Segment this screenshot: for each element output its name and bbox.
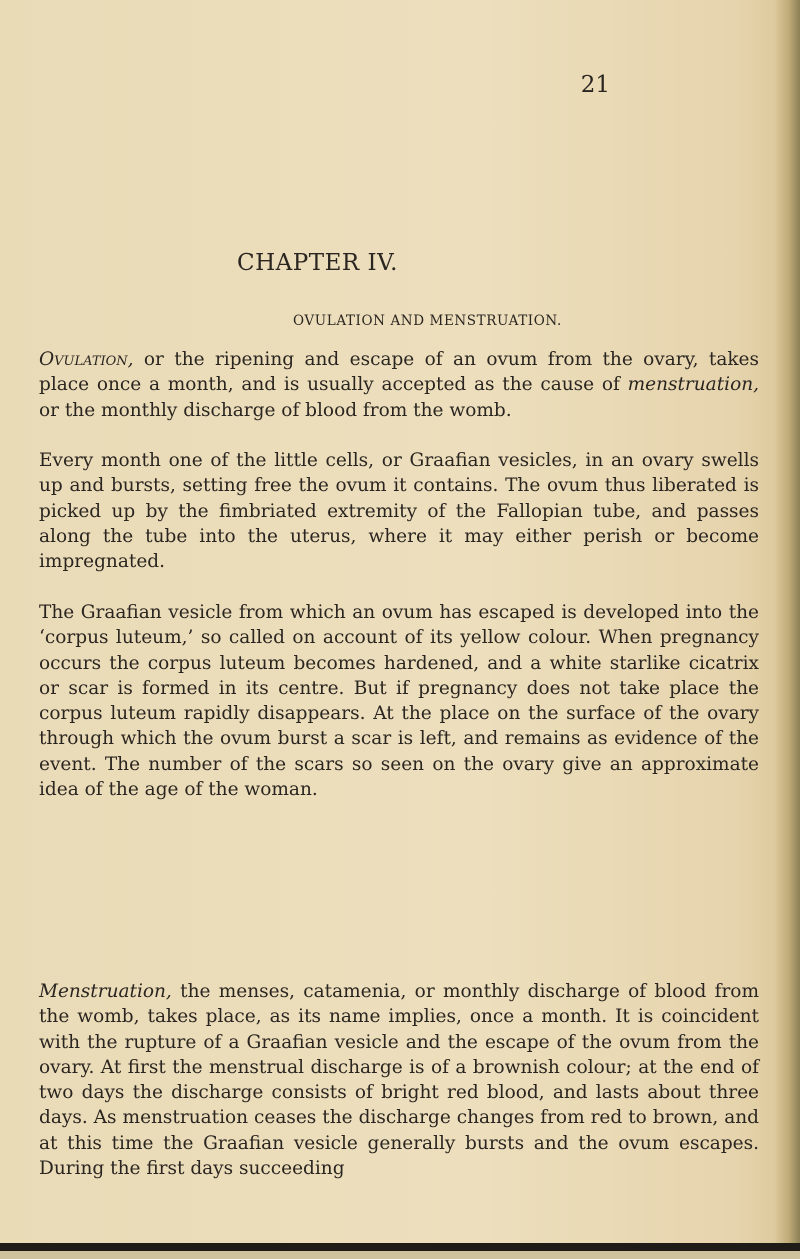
- paragraph-ovulation: [39, 347, 759, 423]
- page-bottom-margin: [0, 1251, 800, 1259]
- page-bottom-edge: [0, 1243, 800, 1251]
- page-number: 21: [580, 72, 610, 98]
- chapter-title: CHAPTER IV.: [237, 250, 398, 276]
- paragraph-text: or the monthly discharge of blood from the womb.: [39, 399, 512, 421]
- paragraph-graafian-vesicles: Every month one of the little cells, or Graafian vesicles, in an ovary swells up and bursts, setting free the ovum it contains. The ovum thus liberated is picked up by the fimbriated extremity of the Fallopian tube, and passes along the tube into the uterus, where it may either perish or become impregnated.: [39, 450, 759, 573]
- paragraph-lead-menstruation: Menstruation,: [39, 981, 172, 1002]
- paragraph-lead-ovulation: Ovulation,: [39, 349, 134, 370]
- page-edge-shadow: [774, 0, 800, 1259]
- paragraph-text: the menses, catamenia, or monthly discharge of blood from the womb, takes place, as its name implies, once a month. It is coincident with the rupture of a Graafian vesicle and the escape of the ovum from the ovary. At first the menstrual discharge is of a brownish colour; at the end of two days the discharge consists of bright red blood, and lasts about three days. As menstruation ceases the discharge changes from red to brown, and at this time the Graafian vesicle generally bursts and the ovum escapes. During the first days succeeding: [39, 981, 759, 1180]
- paragraph-corpus-luteum: The Graafian vesicle from which an ovum has escaped is developed into the ‘corpus luteum,’ so called on account of its yellow colour. When pregnancy occurs the corpus luteum becomes hardened, and a white starlike cicatrix or scar is formed in its centre. But if pregnancy does not take place the corpus luteum rapidly disappears. At the place on the surface of the ovary through which the ovum burst a scar is left, and remains as evidence of the event. The number of the scars so seen on the ovary give an approximate idea of the age of the woman.: [39, 602, 759, 801]
- paragraph-text: or the ripening and escape of an ovum from the ovary, takes place once a month, and is usually accepted as the cause of: [39, 349, 759, 396]
- section-title: OVULATION AND MENSTRUATION.: [293, 313, 562, 329]
- italic-term-menstruation: menstruation,: [627, 374, 759, 396]
- paragraph-menstruation: [39, 979, 759, 1181]
